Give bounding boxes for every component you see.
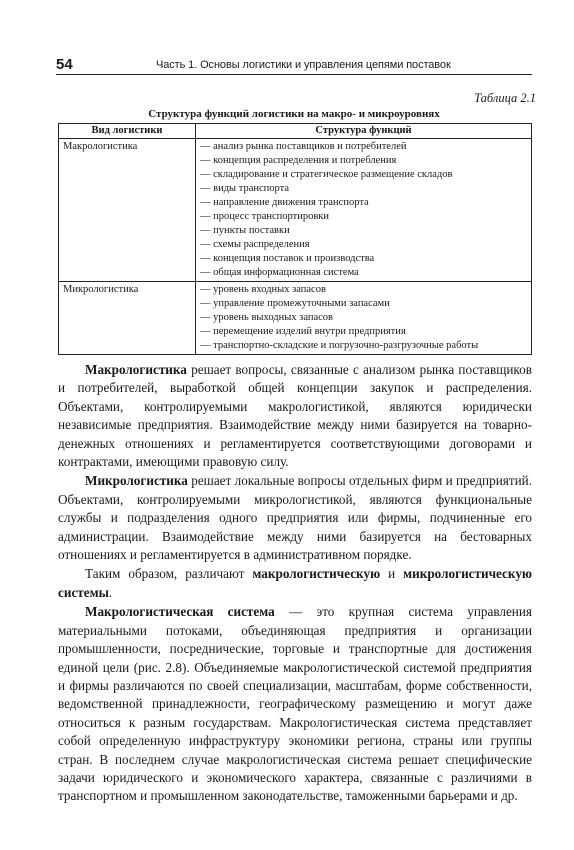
list-item: — концепция распределения и потребления: [200, 155, 397, 166]
body-text: [58, 361, 532, 806]
paragraph-text: решает вопросы, связанные с анализом рынка поставщиков и потребителей, выработкой общей концепции закупок и распределения. Объектами, контролируемыми макрологистикой, являются юридически независимые предприятия. Взаимодействие между ними базируется на товарно-денежных отношениях и регламентируется соответствующими договорами и контрактами, имеющими правовую силу.: [58, 362, 532, 470]
list-item: — схемы распределения: [200, 239, 310, 250]
paragraph-macrologistics: [58, 361, 532, 471]
list-item: — складирование и стратегическое размещение складов: [200, 169, 453, 180]
list-item: — процесс транспортировки: [200, 211, 330, 222]
paragraph-text: — это крупная система управления материальными потоками, объединяющая предприятия и организации промышленности, посреднические, торговые и транспортные для достижения единой цели (рис. 2.8). Объединяемые макрологистической системой предприятия и фирмы различаются по своей специализации, масштабам, форме собственности, ведомственной принадлежности, географическому размещению и могут даже относиться к разным государствам. Макрологистическая система представляет собой определенную инфраструктуру экономики региона, страны или группы стран. В последнем случае макрологистическая система решает специфические задачи юридического и экономического характера, связанные с различиями в транспортном и промышленном законодательстве, таможенными барьерами и др.: [58, 604, 532, 804]
table-header-row: [59, 124, 532, 139]
paragraph-summary: [58, 565, 532, 602]
term-macrologistic-system: Макрологистическая система: [85, 604, 275, 620]
list-item: — перемещение изделий внутри предприятия: [200, 326, 406, 337]
running-title: Часть 1. Основы логистики и управления цепями поставок: [156, 59, 451, 71]
term-micro-system: микрологистическую системы: [58, 566, 532, 600]
row-functions-micro: [196, 282, 532, 355]
functions-table: [58, 123, 532, 355]
paragraph-text: решает локальные вопросы отдельных фирм и предприятий. Объектами, контролируемыми микрологистикой, являются функциональные службы и подразделения одного предприятия или фирмы, подчиненные его администрации. Взаимодействие между ними базируется на бестоварных отношениях и регламентируется в административном порядке.: [58, 473, 532, 563]
list-item: — анализ рынка поставщиков и потребителей: [200, 141, 407, 152]
term-micrologistics: Микрологистика: [85, 473, 188, 489]
paragraph-text: Таким образом, различают: [85, 566, 253, 582]
row-kind-micro: Микрологистика: [59, 282, 196, 355]
term-macro-system: макрологистическую: [252, 566, 381, 582]
list-item: — управление промежуточными запасами: [200, 298, 390, 309]
list-item: — уровень выходных запасов: [200, 312, 333, 323]
list-item: — уровень входных запасов: [200, 284, 326, 295]
paragraph-macro-system: [58, 603, 532, 805]
row-functions-macro: [196, 139, 532, 282]
paragraph-text: .: [108, 584, 113, 600]
table-row-micro: [59, 282, 532, 355]
table-row-macro: [59, 139, 532, 282]
term-macrologistics: Макрологистика: [85, 362, 187, 377]
list-item: — направление движения транспорта: [200, 197, 369, 208]
list-item: — пункты поставки: [200, 225, 290, 236]
table-caption: Структура функций логистики на макро- и микроуровнях: [148, 108, 440, 120]
column-header-kind: Вид логистики: [59, 124, 196, 139]
paragraph-text: и: [380, 566, 404, 582]
row-kind-macro: Макрологистика: [59, 139, 196, 282]
list-item: — транспортно-складские и погрузочно-разгрузочные работы: [200, 340, 479, 351]
page-number: 54: [56, 56, 73, 73]
list-item: — концепция поставок и производства: [200, 253, 375, 264]
list-item: — общая информационная система: [200, 267, 359, 278]
table-label: Таблица 2.1: [474, 91, 536, 105]
column-header-functions: Структура функций: [196, 124, 532, 139]
paragraph-micrologistics: [58, 472, 532, 564]
list-item: — виды транспорта: [200, 183, 289, 194]
page-header: [56, 58, 532, 75]
